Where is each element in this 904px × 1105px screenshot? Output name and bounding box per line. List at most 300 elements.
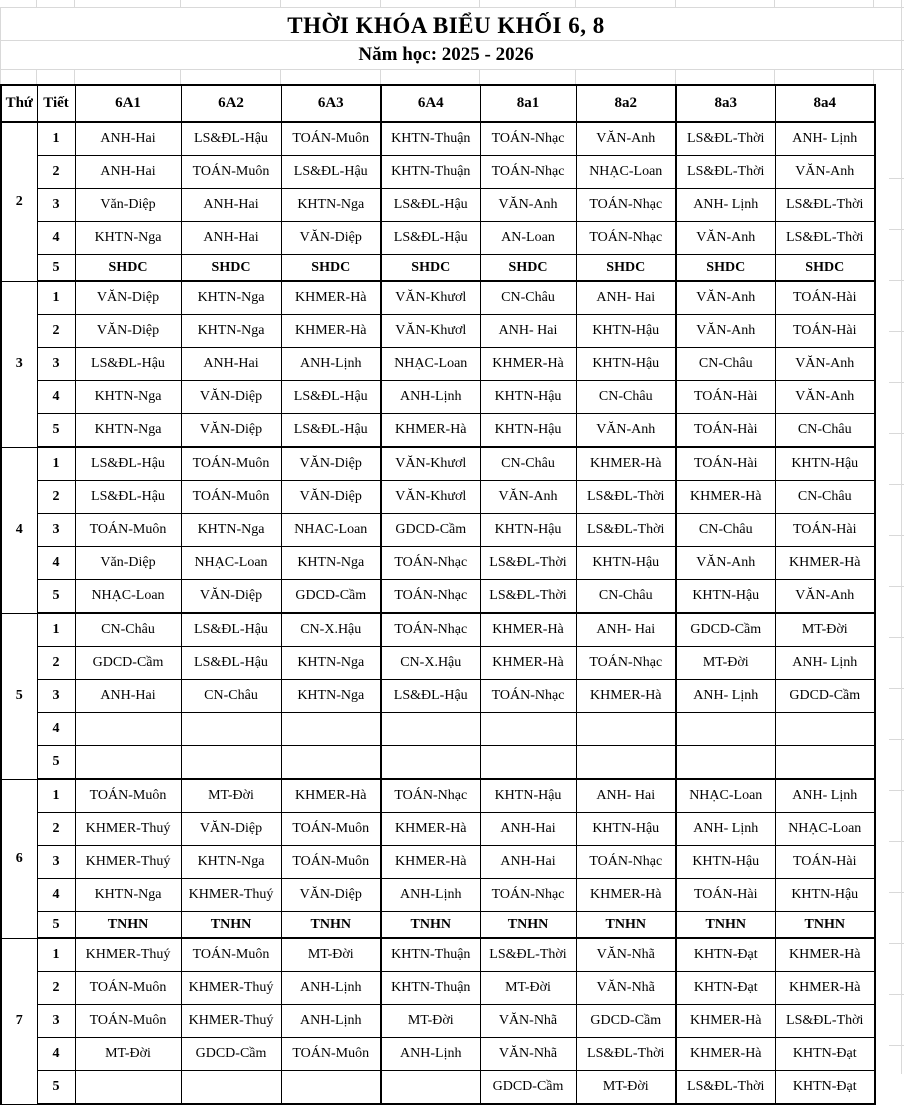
subject-cell: TOÁN-Nhạc	[576, 222, 676, 255]
subject-cell: TOÁN-Hài	[676, 447, 775, 481]
subject-cell: LS&ĐL-Thời	[576, 481, 676, 514]
subject-cell: ANH- Lịnh	[676, 680, 775, 713]
timetable-row	[1, 580, 875, 614]
subject-cell: LS&ĐL-Thời	[676, 122, 775, 156]
subject-cell	[281, 746, 381, 780]
gridline	[889, 535, 904, 536]
subject-cell: ANH-Hai	[75, 680, 181, 713]
timetable-row	[1, 647, 875, 680]
subject-cell: TOÁN-Nhạc	[480, 156, 576, 189]
subject-cell: LS&ĐL-Hậu	[181, 647, 281, 680]
subject-cell	[480, 713, 576, 746]
subject-cell: ANH-Hai	[181, 222, 281, 255]
subject-cell: CN-Châu	[480, 281, 576, 315]
subject-cell: MT-Đời	[480, 972, 576, 1005]
subject-cell: TOÁN-Nhạc	[480, 879, 576, 912]
subject-cell: LS&ĐL-Hậu	[281, 381, 381, 414]
subject-cell: ANH-Hai	[75, 122, 181, 156]
subject-cell: VĂN-Anh	[480, 189, 576, 222]
day-number: 2	[1, 122, 37, 281]
subject-cell	[181, 746, 281, 780]
subject-cell: VĂN-Nhã	[576, 938, 676, 972]
subject-cell: SHDC	[281, 255, 381, 282]
subject-cell: ANH-Hai	[181, 189, 281, 222]
subject-cell: VĂN-Diệp	[75, 281, 181, 315]
gridline	[0, 7, 904, 8]
timetable-row	[1, 1038, 875, 1071]
subject-cell: NHẠC-Loan	[75, 580, 181, 614]
gridline	[889, 331, 904, 332]
subject-cell: GDCD-Cầm	[576, 1005, 676, 1038]
gridline	[280, 0, 281, 7]
subject-cell: MT-Đời	[576, 1071, 676, 1105]
subject-cell: TOÁN-Hài	[676, 414, 775, 448]
subject-cell: LS&ĐL-Thời	[576, 514, 676, 547]
subject-cell: VĂN-Anh	[480, 481, 576, 514]
subject-cell: KHTN-Thuận	[381, 156, 480, 189]
subject-cell: VĂN-Khươl	[381, 281, 480, 315]
timetable-row	[1, 1071, 875, 1105]
subject-cell: TNHN	[181, 912, 281, 939]
subject-cell: ANH-Lịnh	[281, 348, 381, 381]
subject-cell: VĂN-Anh	[775, 156, 875, 189]
subject-cell: TOÁN-Hài	[775, 281, 875, 315]
subject-cell	[75, 1071, 181, 1105]
gridline	[889, 382, 904, 383]
subject-cell	[381, 713, 480, 746]
gridline	[889, 1045, 904, 1046]
subject-cell: KHTN-Hậu	[676, 846, 775, 879]
timetable-row	[1, 481, 875, 514]
gridline	[873, 70, 874, 84]
subject-cell: LS&ĐL-Thời	[480, 938, 576, 972]
period-number: 4	[37, 222, 75, 255]
subject-cell: CN-Châu	[576, 580, 676, 614]
subject-cell: KHMER-Hà	[775, 547, 875, 580]
subject-cell: LS&ĐL-Thời	[676, 1071, 775, 1105]
period-number: 4	[37, 879, 75, 912]
subject-cell: KHMER-Hà	[775, 972, 875, 1005]
subject-cell: SHDC	[576, 255, 676, 282]
subject-cell: KHTN-Hậu	[576, 547, 676, 580]
gridline	[889, 433, 904, 434]
subject-cell: KHMER-Hà	[381, 846, 480, 879]
subject-cell: Văn-Diệp	[75, 547, 181, 580]
subject-cell: TOÁN-Hài	[775, 846, 875, 879]
subject-cell: LS&ĐL-Hậu	[381, 680, 480, 713]
subject-cell: TOÁN-Nhạc	[381, 580, 480, 614]
gridline	[889, 943, 904, 944]
subject-cell: KHTN-Hậu	[480, 381, 576, 414]
period-number: 3	[37, 1005, 75, 1038]
subject-cell	[775, 713, 875, 746]
gridline	[889, 178, 904, 179]
day-number: 6	[1, 779, 37, 938]
subject-cell: SHDC	[181, 255, 281, 282]
timetable-row	[1, 447, 875, 481]
timetable-body	[1, 122, 875, 1104]
gridline	[180, 0, 181, 7]
subject-cell: VĂN-Diệp	[181, 414, 281, 448]
subject-cell: GDCD-Cầm	[775, 680, 875, 713]
subject-cell: SHDC	[480, 255, 576, 282]
subject-cell: LS&ĐL-Thời	[480, 580, 576, 614]
subject-cell: TNHN	[676, 912, 775, 939]
subject-cell: KHTN-Nga	[281, 547, 381, 580]
subject-cell	[181, 1071, 281, 1105]
subject-cell: ANH-Hai	[480, 813, 576, 846]
subject-cell: VĂN-Khươl	[381, 315, 480, 348]
subject-cell: ANH-Lịnh	[381, 879, 480, 912]
subject-cell: TOÁN-Muôn	[281, 846, 381, 879]
subject-cell: KHTN-Nga	[75, 879, 181, 912]
subject-cell: KHTN-Nga	[281, 647, 381, 680]
gridline	[901, 0, 902, 1074]
period-number: 2	[37, 972, 75, 1005]
subject-cell	[480, 746, 576, 780]
subject-cell: VĂN-Anh	[676, 222, 775, 255]
header-8a2: 8a2	[576, 85, 676, 122]
gridline	[873, 0, 874, 7]
gridline	[0, 40, 904, 41]
period-number: 4	[37, 381, 75, 414]
period-number: 4	[37, 547, 75, 580]
subject-cell: LS&ĐL-Thời	[576, 1038, 676, 1071]
subject-cell: KHTN-Nga	[181, 846, 281, 879]
gridline	[575, 70, 576, 84]
subject-cell: KHTN-Hậu	[775, 447, 875, 481]
subject-cell: MT-Đời	[281, 938, 381, 972]
period-number: 5	[37, 912, 75, 939]
subject-cell: TOÁN-Nhạc	[576, 647, 676, 680]
subject-cell: TOÁN-Nhạc	[480, 680, 576, 713]
subject-cell: VĂN-Diệp	[281, 222, 381, 255]
subject-cell	[676, 713, 775, 746]
subject-cell: VĂN-Anh	[775, 580, 875, 614]
subject-cell	[775, 746, 875, 780]
header-tiet: Tiết	[37, 85, 75, 122]
subject-cell: KHTN-Nga	[75, 381, 181, 414]
subject-cell: TOÁN-Hài	[676, 381, 775, 414]
subject-cell: TOÁN-Muôn	[281, 813, 381, 846]
subject-cell: ANH- Hai	[576, 779, 676, 813]
subject-cell: KHTN-Đạt	[676, 938, 775, 972]
period-number: 5	[37, 1071, 75, 1105]
timetable-row	[1, 348, 875, 381]
subject-cell: GDCD-Cầm	[181, 1038, 281, 1071]
subject-cell: CN-Châu	[676, 514, 775, 547]
subject-cell: KHMER-Hà	[381, 813, 480, 846]
header-6a1: 6A1	[75, 85, 181, 122]
timetable-row	[1, 547, 875, 580]
timetable-row	[1, 912, 875, 939]
period-number: 4	[37, 1038, 75, 1071]
timetable-row	[1, 514, 875, 547]
gridline	[74, 70, 75, 84]
gridline	[479, 70, 480, 84]
subject-cell: KHMER-Thuý	[75, 813, 181, 846]
timetable-row	[1, 680, 875, 713]
subject-cell: KHMER-Hà	[676, 1038, 775, 1071]
subject-cell: KHTN-Thuận	[381, 972, 480, 1005]
subject-cell: KHTN-Thuận	[381, 938, 480, 972]
gridline	[889, 790, 904, 791]
subject-cell: VĂN-Nhã	[480, 1038, 576, 1071]
subject-cell: VĂN-Anh	[775, 381, 875, 414]
subject-cell	[281, 713, 381, 746]
subject-cell: LS&ĐL-Hậu	[181, 122, 281, 156]
gridline	[380, 0, 381, 7]
subject-cell	[381, 746, 480, 780]
subject-cell: KHTN-Nga	[281, 189, 381, 222]
subject-cell: LS&ĐL-Hậu	[75, 481, 181, 514]
subject-cell	[576, 713, 676, 746]
timetable-row	[1, 972, 875, 1005]
subject-cell: KHMER-Thuý	[75, 846, 181, 879]
subject-cell: GDCD-Cầm	[480, 1071, 576, 1105]
subject-cell: LS&ĐL-Thời	[775, 189, 875, 222]
period-number: 3	[37, 514, 75, 547]
subject-cell: TNHN	[381, 912, 480, 939]
day-number: 7	[1, 938, 37, 1104]
subject-cell: CN-X.Hậu	[281, 613, 381, 647]
subject-cell: ANH-Lịnh	[281, 1005, 381, 1038]
gridline	[36, 70, 37, 84]
subject-cell: TOÁN-Hài	[775, 514, 875, 547]
timetable-row	[1, 156, 875, 189]
subject-cell: NHẠC-Loan	[181, 547, 281, 580]
period-number: 2	[37, 647, 75, 680]
gridline	[889, 280, 904, 281]
gridline	[889, 739, 904, 740]
subject-cell: VĂN-Diệp	[181, 381, 281, 414]
subject-cell: LS&ĐL-Hậu	[181, 613, 281, 647]
subject-cell: VĂN-Khươl	[381, 481, 480, 514]
subject-cell: ANH-Hai	[480, 846, 576, 879]
timetable-row	[1, 281, 875, 315]
subject-cell: CN-Châu	[480, 447, 576, 481]
gridline	[575, 0, 576, 7]
subject-cell: LS&ĐL-Hậu	[281, 156, 381, 189]
gridline	[889, 892, 904, 893]
period-number: 1	[37, 613, 75, 647]
subject-cell: LS&ĐL-Hậu	[75, 447, 181, 481]
gridline	[889, 994, 904, 995]
subject-cell: LS&ĐL-Hậu	[381, 222, 480, 255]
subject-cell: ANH- Hai	[576, 613, 676, 647]
subject-cell: LS&ĐL-Thời	[775, 222, 875, 255]
subject-cell: KHMER-Hà	[576, 879, 676, 912]
timetable-row	[1, 255, 875, 282]
period-number: 2	[37, 156, 75, 189]
period-number: 3	[37, 189, 75, 222]
subject-cell: KHTN-Nga	[281, 680, 381, 713]
subject-cell: KHTN-Nga	[181, 281, 281, 315]
gridline	[889, 229, 904, 230]
subject-cell	[75, 746, 181, 780]
timetable-row	[1, 713, 875, 746]
subject-cell: KHMER-Hà	[281, 315, 381, 348]
day-number: 4	[1, 447, 37, 613]
subject-cell: ANH- Lịnh	[775, 122, 875, 156]
timetable-row	[1, 879, 875, 912]
subject-cell: TOÁN-Nhạc	[381, 613, 480, 647]
subject-cell: KHTN-Hậu	[480, 514, 576, 547]
subject-cell: KHTN-Hậu	[576, 348, 676, 381]
timetable-row	[1, 414, 875, 448]
period-number: 3	[37, 680, 75, 713]
subject-cell: NHẠC-Loan	[576, 156, 676, 189]
day-number: 3	[1, 281, 37, 447]
subject-cell: Văn-Diệp	[75, 189, 181, 222]
subject-cell: VĂN-Anh	[676, 547, 775, 580]
subject-cell: GDCD-Cầm	[381, 514, 480, 547]
subject-cell: LS&ĐL-Thời	[775, 1005, 875, 1038]
header-8a1: 8a1	[480, 85, 576, 122]
subject-cell: NHAC-Loan	[281, 514, 381, 547]
subject-cell: VĂN-Khươl	[381, 447, 480, 481]
subject-cell: LS&ĐL-Thời	[676, 156, 775, 189]
subject-cell: CN-Châu	[676, 348, 775, 381]
period-number: 3	[37, 846, 75, 879]
subject-cell: VĂN-Diệp	[75, 315, 181, 348]
header-thu: Thứ	[1, 85, 37, 122]
header-8a4: 8a4	[775, 85, 875, 122]
subject-cell: TNHN	[480, 912, 576, 939]
subject-cell: MT-Đời	[181, 779, 281, 813]
subject-cell: KHTN-Thuận	[381, 122, 480, 156]
subject-cell: ANH- Lịnh	[775, 647, 875, 680]
subject-cell: VĂN-Diệp	[281, 481, 381, 514]
subject-cell: LS&ĐL-Hậu	[75, 348, 181, 381]
subject-cell: KHTN-Hậu	[480, 414, 576, 448]
subject-cell: GDCD-Cầm	[676, 613, 775, 647]
subject-cell: KHTN-Nga	[181, 514, 281, 547]
period-number: 1	[37, 779, 75, 813]
subject-cell: SHDC	[676, 255, 775, 282]
subject-cell: LS&ĐL-Hậu	[381, 189, 480, 222]
subject-cell: CN-X.Hậu	[381, 647, 480, 680]
subject-cell: ANH-Hai	[75, 156, 181, 189]
subject-cell: KHTN-Hậu	[576, 315, 676, 348]
subject-cell: TOÁN-Nhạc	[480, 122, 576, 156]
subject-cell: KHTN-Đạt	[775, 1071, 875, 1105]
period-number: 2	[37, 481, 75, 514]
subject-cell: TNHN	[281, 912, 381, 939]
subject-cell: KHTN-Đạt	[775, 1038, 875, 1071]
subject-cell: TOÁN-Hài	[676, 879, 775, 912]
subject-cell: NHẠC-Loan	[676, 779, 775, 813]
subject-cell: MT-Đời	[775, 613, 875, 647]
gridline	[889, 484, 904, 485]
gridline	[0, 69, 904, 70]
period-number: 5	[37, 746, 75, 780]
page-title: THỜI KHÓA BIỂU KHỐI 6, 8	[287, 13, 605, 38]
subject-cell: MT-Đời	[676, 647, 775, 680]
subject-cell: KHMER-Hà	[676, 481, 775, 514]
subject-cell: TNHN	[775, 912, 875, 939]
subject-cell: ANH-Hai	[181, 348, 281, 381]
subject-cell: TNHN	[75, 912, 181, 939]
subject-cell: SHDC	[381, 255, 480, 282]
subject-cell: TOÁN-Nhạc	[576, 189, 676, 222]
period-number: 1	[37, 447, 75, 481]
subject-cell: KHMER-Thuý	[75, 938, 181, 972]
subject-cell: ANH-Lịnh	[381, 1038, 480, 1071]
subject-cell: KHMER-Hà	[576, 447, 676, 481]
period-number: 1	[37, 281, 75, 315]
subject-cell	[181, 713, 281, 746]
header-6a4: 6A4	[381, 85, 480, 122]
subject-cell: VĂN-Anh	[576, 122, 676, 156]
subject-cell: CN-Châu	[775, 414, 875, 448]
subject-cell: LS&ĐL-Hậu	[281, 414, 381, 448]
subject-cell: ANH- Lịnh	[676, 813, 775, 846]
subject-cell: KHTN-Nga	[75, 222, 181, 255]
period-number: 5	[37, 414, 75, 448]
subject-cell: SHDC	[75, 255, 181, 282]
subject-cell	[676, 746, 775, 780]
subject-cell: ANH- Lịnh	[775, 779, 875, 813]
timetable	[0, 84, 876, 1105]
timetable-row	[1, 746, 875, 780]
subject-cell: VĂN-Diệp	[181, 813, 281, 846]
subject-cell: TOÁN-Muôn	[75, 514, 181, 547]
subject-cell: KHMER-Hà	[480, 647, 576, 680]
subject-cell: GDCD-Cầm	[281, 580, 381, 614]
subject-cell: KHTN-Nga	[181, 315, 281, 348]
period-number: 1	[37, 938, 75, 972]
subject-cell: TOÁN-Nhạc	[381, 779, 480, 813]
subject-cell: KHMER-Hà	[480, 348, 576, 381]
day-number: 5	[1, 613, 37, 779]
subject-cell: TOÁN-Muôn	[181, 481, 281, 514]
subject-cell: TOÁN-Muôn	[75, 1005, 181, 1038]
subject-cell: CN-Châu	[775, 481, 875, 514]
gridline	[889, 841, 904, 842]
subject-cell: TOÁN-Nhạc	[576, 846, 676, 879]
subject-cell: TOÁN-Muôn	[181, 447, 281, 481]
header-6a3: 6A3	[281, 85, 381, 122]
subject-cell: KHMER-Hà	[381, 414, 480, 448]
subject-cell: VĂN-Anh	[676, 315, 775, 348]
subject-cell: TOÁN-Nhạc	[381, 547, 480, 580]
subject-cell	[381, 1071, 480, 1105]
timetable-row	[1, 779, 875, 813]
timetable-row	[1, 938, 875, 972]
timetable-row	[1, 846, 875, 879]
subject-cell: VĂN-Diệp	[181, 580, 281, 614]
subject-cell: ANH- Hai	[576, 281, 676, 315]
subject-cell	[576, 746, 676, 780]
gridline	[774, 70, 775, 84]
subject-cell: TOÁN-Muôn	[181, 156, 281, 189]
subject-cell: TOÁN-Muôn	[281, 122, 381, 156]
subject-cell: KHMER-Hà	[281, 779, 381, 813]
period-number: 5	[37, 255, 75, 282]
subject-cell: LS&ĐL-Thời	[480, 547, 576, 580]
subject-cell: SHDC	[775, 255, 875, 282]
school-year-subtitle: Năm học: 2025 - 2026	[358, 44, 534, 65]
subject-cell: KHMER-Thuý	[181, 879, 281, 912]
subject-cell: TOÁN-Muôn	[75, 779, 181, 813]
subject-cell: TOÁN-Muôn	[181, 938, 281, 972]
gridline	[889, 637, 904, 638]
subject-cell: MT-Đời	[381, 1005, 480, 1038]
gridline	[380, 70, 381, 84]
gridline	[180, 70, 181, 84]
gridline	[889, 586, 904, 587]
